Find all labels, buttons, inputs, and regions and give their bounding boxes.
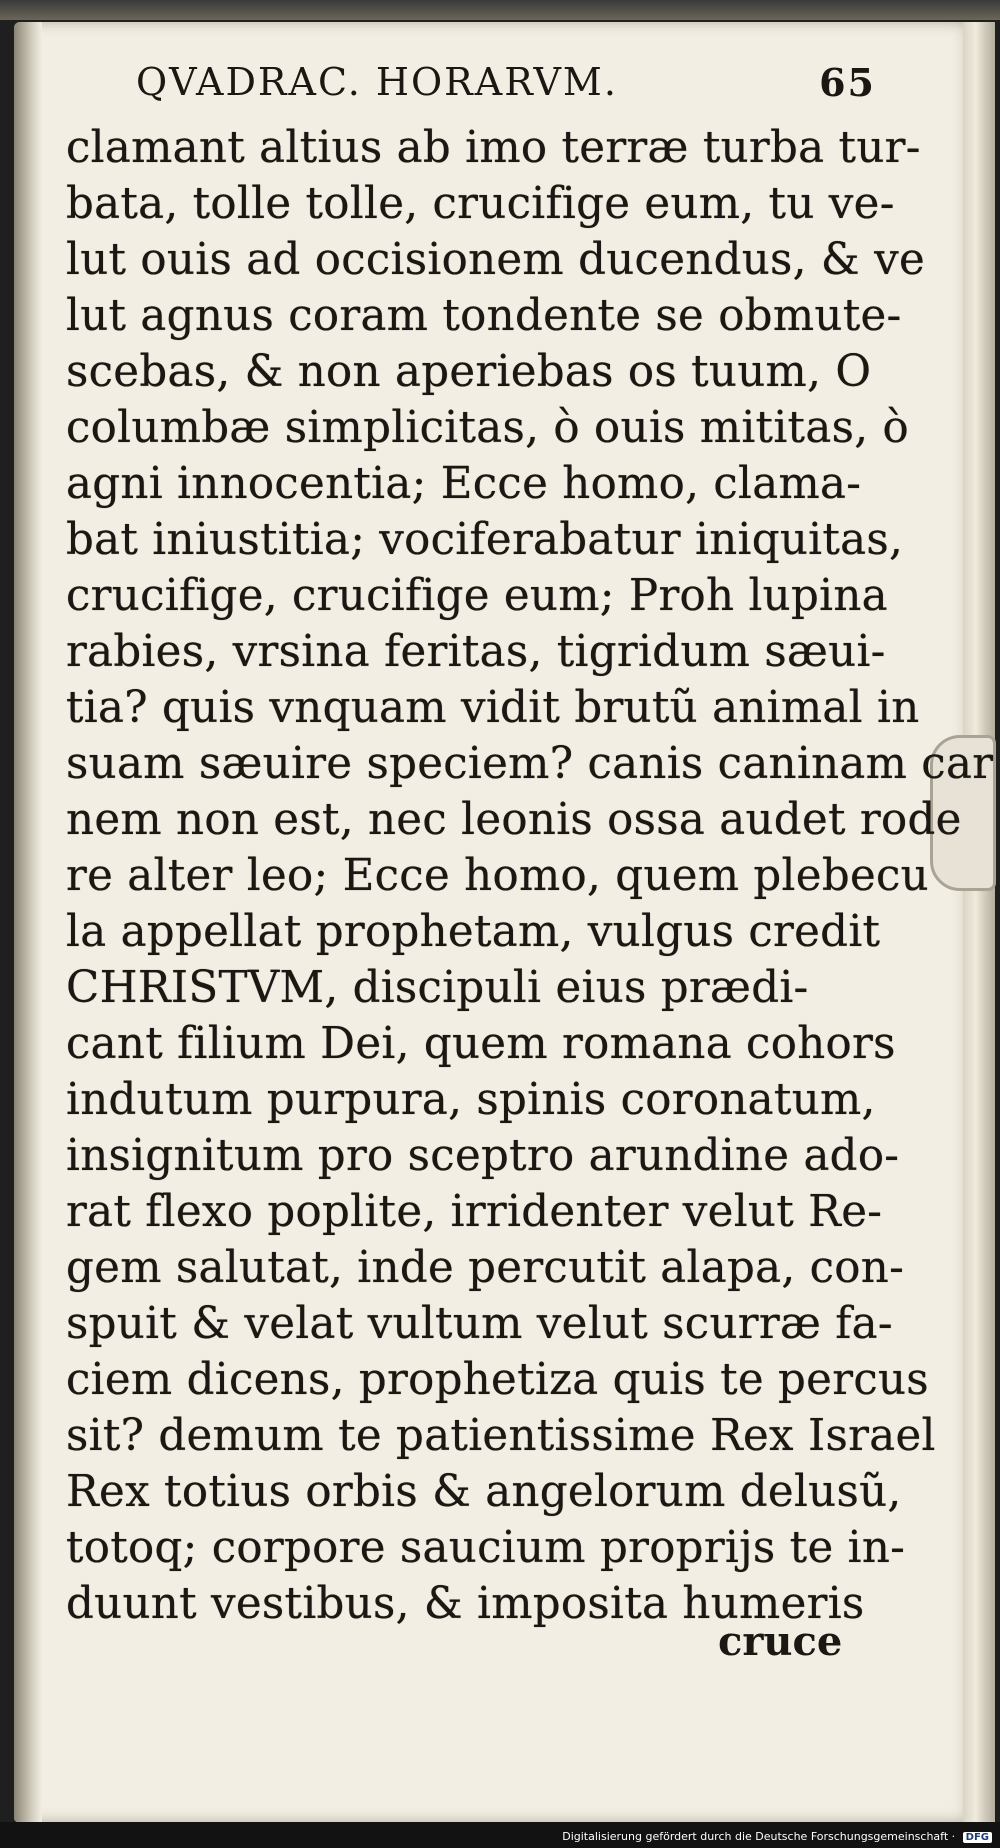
text-line: indutum purpura, spinis coronatum, xyxy=(66,1075,876,1125)
text-line: nem non est, nec leonis ossa audet rode xyxy=(66,795,962,845)
text-line: bat iniustitia; vociferabatur iniquitas, xyxy=(66,515,904,565)
dfg-logo: DFG xyxy=(963,1832,992,1843)
text-line: suam sæuire speciem? canis caninam car xyxy=(66,739,994,789)
text-line: la appellat prophetam, vulgus credit xyxy=(66,907,881,957)
scan-top-border xyxy=(0,0,1000,20)
credit-text: Digitalisierung gefördert durch die Deutsche Forschungsgemeinschaft · xyxy=(562,1830,956,1843)
text-line: lut ouis ad occisionem ducendus, & ve xyxy=(66,235,925,285)
text-line: re alter leo; Ecce homo, quem plebecu xyxy=(66,851,929,901)
text-line: ciem dicens, prophetiza quis te percus xyxy=(66,1355,929,1405)
page-fore-edge xyxy=(963,22,995,1822)
text-line: spuit & velat vultum velut scurræ fa- xyxy=(66,1299,893,1349)
text-line: rabies, vrsina feritas, tigridum sæui- xyxy=(66,627,886,677)
text-line: agni innocentia; Ecce homo, clama- xyxy=(66,459,862,509)
text-line: gem salutat, inde percutit alapa, con- xyxy=(66,1243,905,1293)
text-line: scebas, & non aperiebas os tuum, O xyxy=(66,347,872,397)
text-line: totoq; corpore saucium proprijs te in- xyxy=(66,1523,906,1573)
text-line: clamant altius ab imo terræ turba tur- xyxy=(66,123,921,173)
text-line: insignitum pro sceptro arundine ado- xyxy=(66,1131,900,1181)
text-line: sit? demum te patientissime Rex Israel xyxy=(66,1411,936,1461)
page-number: 65 xyxy=(819,60,876,105)
text-line: bata, tolle tolle, crucifige eum, tu ve- xyxy=(66,179,895,229)
text-line: lut agnus coram tondente se obmute- xyxy=(66,291,902,341)
text-line: cant filium Dei, quem romana cohors xyxy=(66,1019,896,1069)
text-line: CHRISTVM, discipuli eius prædi- xyxy=(66,963,809,1013)
catchword: cruce xyxy=(718,1618,843,1665)
text-line: tia? quis vnquam vidit brutũ animal in xyxy=(66,683,920,733)
digitization-credit xyxy=(562,1830,992,1843)
text-line: columbæ simplicitas, ò ouis mititas, ò xyxy=(66,403,909,453)
running-title: QVADRAC. HORARVM. xyxy=(136,60,618,104)
book-spine-shadow xyxy=(14,22,42,1822)
text-line: duunt vestibus, & imposita humeris xyxy=(66,1579,865,1629)
page-header xyxy=(136,60,876,120)
text-line: rat flexo poplite, irridenter velut Re- xyxy=(66,1187,883,1237)
text-line: crucifige, crucifige eum; Proh lupina xyxy=(66,571,888,621)
text-line: Rex totius orbis & angelorum delusũ, xyxy=(66,1467,902,1517)
